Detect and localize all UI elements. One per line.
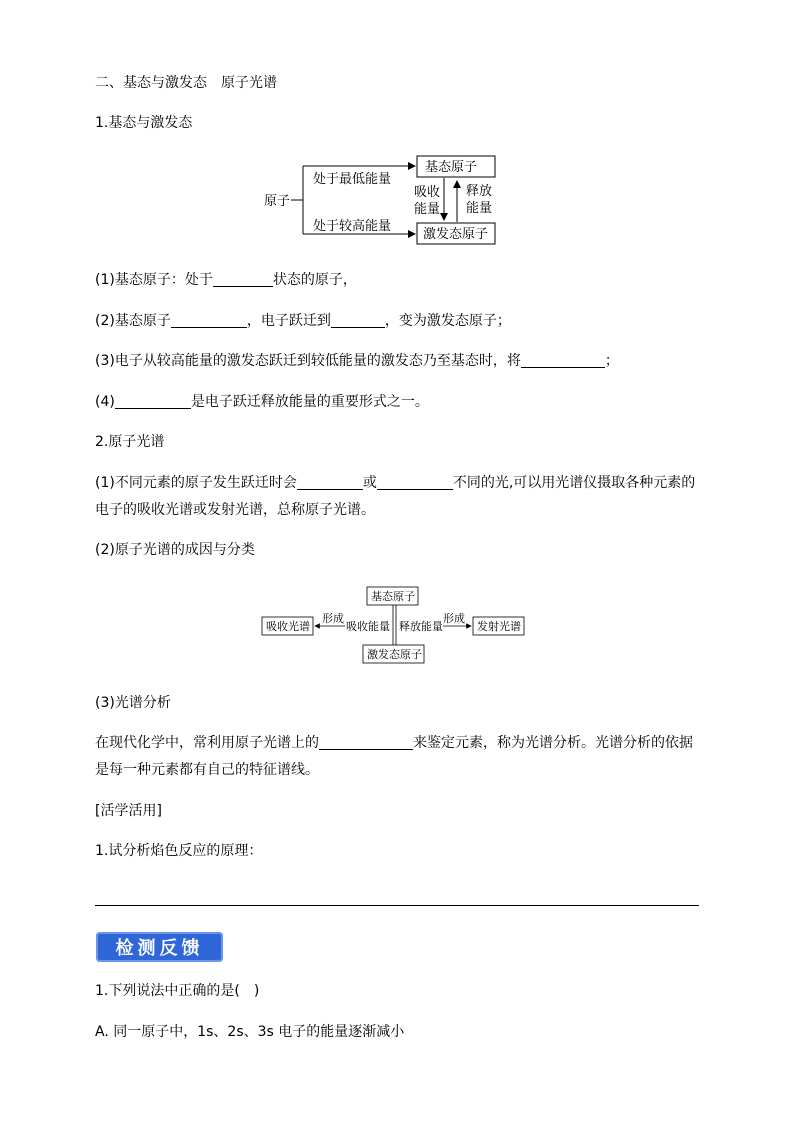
blank: [171, 313, 247, 328]
item-1: [95, 270, 357, 290]
blank: [331, 313, 385, 328]
absorb-label-1: 吸收: [414, 185, 441, 200]
blank: [115, 394, 191, 409]
release-label-1: 释放: [466, 184, 493, 199]
item-2-text-a: (2)基态原子: [95, 313, 171, 329]
item-4-text-a: (4): [95, 394, 115, 410]
absorb-label-2: 能量: [414, 202, 441, 217]
spectrum-para-1-a: (1)不同元素的原子发生跃迁时会: [95, 475, 297, 491]
subsection-title-spectrum: 2.原子光谱: [95, 434, 165, 450]
form-right-label: 形成: [443, 612, 465, 625]
release-label-2: 能量: [466, 201, 493, 216]
blank: [521, 353, 605, 368]
analysis-para-b: 来鉴定元素，称为光谱分析。光谱分析的依据: [413, 735, 693, 751]
ground-excited-diagram: [255, 150, 505, 250]
item-2-text-c: ，变为激发态原子；: [384, 313, 511, 329]
spectrum-para-2: (2)原子光谱的成因与分类: [95, 542, 255, 558]
spectrum-para-1: [95, 473, 695, 493]
analysis-para: [95, 733, 693, 753]
answer-line: [95, 905, 699, 906]
subsection-title-analysis: (3)光谱分析: [95, 695, 171, 711]
item-3-text-b: ；: [604, 353, 619, 369]
analysis-para-a: 在现代化学中，常利用原子光谱上的: [95, 735, 319, 751]
analysis-para-line2: 是每一种元素都有自己的特征谱线。: [95, 762, 319, 778]
absorb-energy-label: 吸收能量: [346, 620, 390, 633]
lowest-energy-label: 处于最低能量: [313, 172, 392, 187]
item-4-text-b: 是电子跃迁释放能量的重要形式之一。: [190, 394, 429, 410]
form-left-label: 形成: [322, 612, 344, 625]
item-4: [95, 392, 429, 412]
blank: [377, 475, 453, 490]
blank: [319, 735, 413, 750]
item-1-text-b: 状态的原子，: [272, 272, 357, 288]
blank: [213, 272, 273, 287]
item-2: [95, 311, 511, 331]
excited-label: 激发态原子: [367, 648, 422, 661]
subsection-title-ground-excited: 1.基态与激发态: [95, 115, 193, 131]
absorb-spectrum-label: 吸收光谱: [266, 620, 310, 633]
emit-spectrum-label: 发射光谱: [477, 620, 521, 633]
practice-question-1: 1.试分析焰色反应的原理：: [95, 843, 263, 859]
release-energy-label: 释放能量: [399, 620, 443, 633]
practice-label: [活学活用]: [95, 803, 162, 819]
item-1-text-a: (1)基态原子：处于: [95, 272, 213, 288]
excited-atom-label: 激发态原子: [423, 227, 489, 242]
feedback-question-1: 1.下列说法中正确的是( ): [95, 983, 260, 999]
ground-atom-label: 基态原子: [425, 160, 478, 175]
feedback-option-a: A. 同一原子中，1s、2s、3s 电子的能量逐渐减小: [95, 1024, 405, 1040]
spectrum-para-1-b: 或: [362, 475, 377, 491]
spectrum-para-1-c: 不同的光,可以用光谱仪摄取各种元素的: [452, 475, 696, 491]
item-3-text-a: (3)电子从较高能量的激发态跃迁到较低能量的激发态乃至基态时，将: [95, 353, 521, 369]
item-3: [95, 351, 619, 371]
atom-label: 原子: [264, 194, 291, 209]
spectrum-formation-diagram: [258, 582, 530, 668]
blank: [297, 475, 363, 490]
ground-label: 基态原子: [371, 590, 415, 603]
higher-energy-label: 处于较高能量: [313, 219, 392, 234]
section-heading: 二、基态与激发态 原子光谱: [95, 75, 277, 91]
spectrum-para-1-line2: 电子的吸收光谱或发射光谱，总称原子光谱。: [95, 502, 375, 518]
feedback-badge: 检测反馈: [96, 932, 223, 962]
item-2-text-b: ，电子跃迁到: [246, 313, 331, 329]
